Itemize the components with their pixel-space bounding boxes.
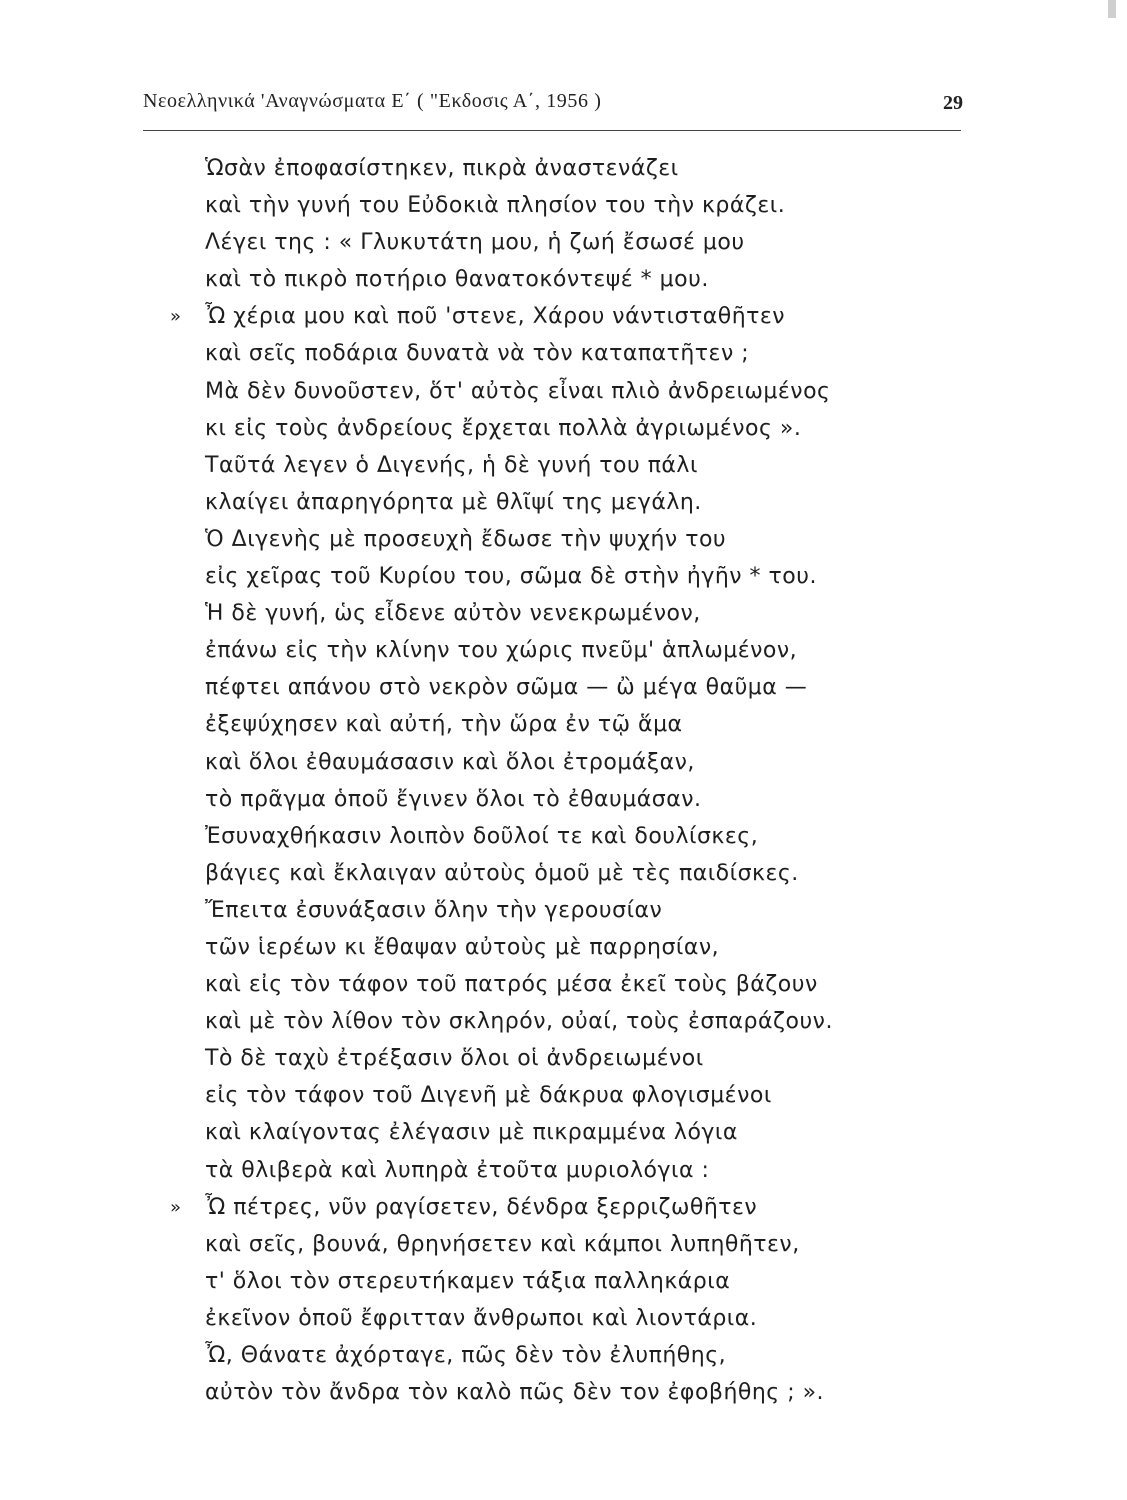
verse-text: καὶ σεῖς, βουνά, θρηνήσετεν καὶ κάμποι λυπηθῆτεν, — [205, 1231, 800, 1257]
verse-line — [0, 1337, 1127, 1374]
verse-text: βάγιες καὶ ἔκλαιγαν αὐτοὺς ὁμοῦ μὲ τὲς παιδίσκες. — [205, 860, 799, 886]
verse-line — [0, 1226, 1127, 1263]
verse-text: καὶ μὲ τὸν λίθον τὸν σκληρόν, οὐαί, τοὺς ἐσπαράζουν. — [205, 1009, 833, 1035]
verse-line — [0, 669, 1127, 706]
verse-line — [0, 706, 1127, 743]
running-header — [143, 90, 963, 130]
verse-text: Ὦ, Θάνατε ἀχόρταγε, πῶς δὲν τὸν ἐλυπήθης, — [205, 1343, 727, 1368]
verse-line — [0, 521, 1127, 558]
verse-text: εἰς χεῖρας τοῦ Κυρίου του, σῶμα δὲ στὴν ἠγῆν * του. — [205, 564, 817, 590]
verse-text: Ταῦτά λεγεν ὁ Διγενής, ἡ δὲ γυνή του πάλι — [205, 452, 698, 478]
verse-text: ἐπάνω εἰς τὴν κλίνην του χώρις πνεῦμ' ἁπλωμένον, — [205, 638, 798, 664]
verse-line — [0, 632, 1127, 669]
verse-text: καὶ κλαίγοντας ἐλέγασιν μὲ πικραμμένα λόγια — [205, 1120, 738, 1146]
verse-text: ἐξεψύχησεν καὶ αὐτή, τὴν ὥρα ἐν τῷ ἅμα — [205, 712, 683, 738]
verse-line — [0, 335, 1127, 372]
verse-line — [0, 484, 1127, 521]
verse-text: Ὦ χέρια μου καὶ ποῦ 'στενε, Χάρου νάντισταθῆτεν — [205, 304, 786, 330]
verse-line — [0, 1077, 1127, 1114]
verse-line — [0, 1114, 1127, 1151]
verse-line — [0, 224, 1127, 261]
verse-text: κι εἰς τοὺς ἀνδρείους ἔρχεται πολλὰ ἀγριωμένος ». — [205, 415, 802, 441]
verse-text: Ἡ δὲ γυνή, ὡς εἶδενε αὐτὸν νενεκρωμένον, — [205, 601, 701, 627]
verse-text: καὶ ὅλοι ἐθαυμάσασιν καὶ ὅλοι ἐτρομάξαν, — [205, 749, 695, 775]
verse-line — [0, 929, 1127, 966]
verse-line — [0, 150, 1127, 187]
verse-text: τ' ὅλοι τὸν στερευτήκαμεν τάξια παλληκάρια — [205, 1268, 731, 1294]
verse-text: Μὰ δὲν δυνοῦστεν, ὅτ' αὐτὸς εἶναι πλιὸ ἀνδρειωμένος — [205, 378, 831, 404]
verse-text: κλαίγει ἀπαρηγόρητα μὲ θλῖψί της μεγάλη. — [205, 489, 702, 515]
verse-text: Ἐσυναχθήκασιν λοιπὸν δοῦλοί τε καὶ δουλίσκες, — [205, 823, 759, 849]
verse-line — [0, 744, 1127, 781]
verse-text: εἰς τὸν τάφον τοῦ Διγενῆ μὲ δάκρυα φλογισμένοι — [205, 1083, 772, 1109]
verse-line — [0, 298, 1127, 335]
verse-text: καὶ τὴν γυνή του Εὐδοκιὰ πλησίον του τὴν κράζει. — [205, 193, 786, 219]
verse-line — [0, 187, 1127, 224]
verse-line — [0, 781, 1127, 818]
verse-line — [0, 373, 1127, 410]
verse-text: Ὁ Διγενὴς μὲ προσευχὴ ἔδωσε τὴν ψυχήν του — [205, 526, 727, 552]
verse-text: καὶ εἰς τὸν τάφον τοῦ πατρός μέσα ἐκεῖ τοὺς βάζουν — [205, 972, 818, 998]
verse-line — [0, 1189, 1127, 1226]
verse-line — [0, 595, 1127, 632]
quote-mark: » — [170, 1196, 182, 1218]
quote-mark: » — [170, 306, 182, 328]
verse-text: Τὸ δὲ ταχὺ ἐτρέξασιν ὅλοι οἱ ἀνδρειωμένοι — [205, 1046, 704, 1072]
verse-line — [0, 818, 1127, 855]
verse-text: καὶ σεῖς ποδάρια δυνατὰ νὰ τὸν καταπατῆτεν ; — [205, 341, 750, 367]
verse-text: Ὡσὰν ἐποφασίστηκεν, πικρὰ ἀναστενάζει — [205, 156, 679, 181]
verse-text: τὰ θλιβερὰ καὶ λυπηρὰ ἐτοῦτα μυριολόγια : — [205, 1157, 710, 1183]
verse-line — [0, 1374, 1127, 1411]
page-number: 29 — [943, 92, 963, 114]
verse-text: Ἔπειτα ἐσυνάξασιν ὅλην τὴν γερουσίαν — [205, 897, 663, 923]
verse-line — [0, 558, 1127, 595]
verse-line — [0, 1040, 1127, 1077]
verse-text: Ὦ πέτρες, νῦν ραγίσετεν, δένδρα ξερριζωθῆτεν — [205, 1194, 758, 1220]
verse-text: τὸ πρᾶγμα ὁποῦ ἔγινεν ὅλοι τὸ ἐθαυμάσαν. — [205, 786, 702, 812]
verse-text: ἐκεῖνον ὁποῦ ἔφριτταν ἄνθρωποι καὶ λιοντάρια. — [205, 1305, 758, 1331]
verse-line — [0, 892, 1127, 929]
verse-line — [0, 855, 1127, 892]
verse-line — [0, 1152, 1127, 1189]
verse-text: καὶ τὸ πικρὸ ποτήριο θανατοκόντεψέ * μου. — [205, 267, 709, 293]
verse-line — [0, 447, 1127, 484]
header-rule — [143, 130, 961, 131]
verse-line — [0, 1263, 1127, 1300]
poem-text — [0, 150, 1127, 1411]
verse-line — [0, 966, 1127, 1003]
verse-line — [0, 410, 1127, 447]
verse-text: πέφτει απάνου στὸ νεκρὸν σῶμα — ὢ μέγα θαῦμα — — [205, 675, 808, 701]
verse-text: τῶν ἱερέων κι ἔθαψαν αὐτοὺς μὲ παρρησίαν, — [205, 934, 720, 960]
verse-text: αὐτὸν τὸν ἄνδρα τὸν καλὸ πῶς δὲν τον ἐφοβήθης ; ». — [205, 1380, 825, 1406]
verse-line — [0, 261, 1127, 298]
show-through-mark — [1108, 0, 1116, 18]
header-title: Νεοελληνικά 'Αναγνώσματα Ε΄ ( "Εκδοσις Α΄, 1956 ) — [143, 90, 602, 112]
verse-line — [0, 1003, 1127, 1040]
verse-line — [0, 1300, 1127, 1337]
verse-text: Λέγει της : « Γλυκυτάτη μου, ἡ ζωή ἔσωσέ μου — [205, 230, 745, 256]
